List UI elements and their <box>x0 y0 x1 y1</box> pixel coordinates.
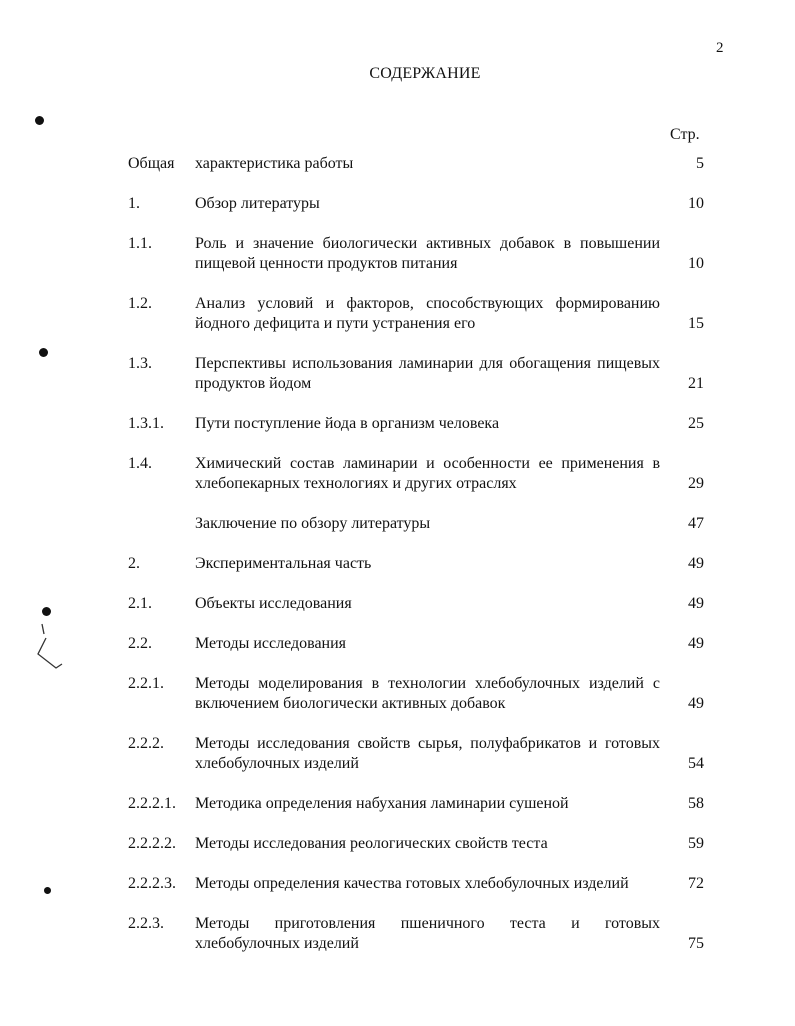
toc-entry-page: 10 <box>688 255 704 272</box>
toc-entry-title: Пути поступление йода в организм человека <box>195 415 500 432</box>
table-of-contents <box>128 154 704 954</box>
toc-entry <box>128 414 704 434</box>
toc-entry <box>128 834 704 854</box>
toc-entry-title: Перспективы использования ламинарии для обогащения пищевых продуктов йодом <box>195 355 660 392</box>
scan-mark <box>32 610 72 680</box>
toc-entry <box>128 154 704 174</box>
toc-entry-number: 1.3.1. <box>128 415 164 432</box>
toc-entry-page: 15 <box>688 315 704 332</box>
toc-entry-page: 49 <box>688 635 704 652</box>
toc-entry-title: Экспериментальная часть <box>195 555 372 572</box>
toc-entry-page: 54 <box>688 755 704 772</box>
toc-entry-page: 49 <box>688 695 704 712</box>
toc-entry-number: 2.2.2. <box>128 735 164 752</box>
toc-entry-page: 72 <box>688 875 704 892</box>
toc-entry-page: 21 <box>688 375 704 392</box>
toc-entry <box>128 634 704 654</box>
toc-entry <box>128 874 704 894</box>
toc-entry-page: 59 <box>688 835 704 852</box>
toc-entry <box>128 674 704 714</box>
toc-entry-title: Анализ условий и факторов, способствующих формированию йодного дефицита и пути устранения его <box>195 295 660 332</box>
toc-entry-title: Обзор литературы <box>195 195 320 212</box>
toc-entry-page: 75 <box>688 935 704 952</box>
toc-entry-title: Роль и значение биологически активных добавок в повышении пищевой ценности продуктов питания <box>195 235 660 272</box>
toc-entry <box>128 594 704 614</box>
toc-entry-title: Методы определения качества готовых хлебобулочных изделий <box>195 875 629 892</box>
page-number: 2 <box>716 40 724 56</box>
toc-entry-page: 29 <box>688 475 704 492</box>
toc-entry-number: 2.2.3. <box>128 915 164 932</box>
scan-dot <box>39 348 48 357</box>
toc-entry-title: Методика определения набухания ламинарии сушеной <box>195 795 569 812</box>
toc-entry-number: 1.1. <box>128 235 152 252</box>
toc-entry <box>128 454 704 494</box>
toc-entry-number: 2.2.2.3. <box>128 875 176 892</box>
toc-entry-title: Методы приготовления пшеничного теста и готовых хлебобулочных изделий <box>195 915 660 952</box>
toc-entry-title: Методы исследования реологических свойств теста <box>195 835 548 852</box>
toc-entry-title: Химический состав ламинарии и особенности ее применения в хлебопекарных технологиях и других отраслях <box>195 455 660 492</box>
toc-entry-number: 2.2. <box>128 635 152 652</box>
toc-entry-page: 58 <box>688 795 704 812</box>
toc-entry <box>128 294 704 334</box>
toc-entry-page: 25 <box>688 415 704 432</box>
toc-entry-number: 2.2.2.1. <box>128 795 176 812</box>
scan-dot <box>35 116 44 125</box>
scan-dot <box>44 887 51 894</box>
page-column-label: Стр. <box>670 126 700 143</box>
toc-entry-number: 2. <box>128 555 140 572</box>
toc-entry-page: 49 <box>688 595 704 612</box>
toc-entry-page: 47 <box>688 515 704 532</box>
toc-entry-number: 2.2.1. <box>128 675 164 692</box>
toc-entry <box>128 914 704 954</box>
toc-entry-title: Методы исследования <box>195 635 347 652</box>
page-title: СОДЕРЖАНИЕ <box>369 65 481 82</box>
toc-entry-page: 10 <box>688 195 704 212</box>
toc-entry-number: 2.1. <box>128 595 152 612</box>
toc-entry-title: Заключение по обзору литературы <box>195 515 431 532</box>
toc-entry-number: Общая <box>128 155 175 172</box>
toc-entry-title: Объекты исследования <box>195 595 352 612</box>
toc-entry-number: 1. <box>128 195 140 212</box>
toc-entry <box>128 194 704 214</box>
toc-entry <box>128 554 704 574</box>
toc-entry-title: характеристика работы <box>195 155 354 172</box>
toc-entry-number: 2.2.2.2. <box>128 835 176 852</box>
toc-entry-number: 1.4. <box>128 455 152 472</box>
toc-entry <box>128 354 704 394</box>
toc-entry <box>128 234 704 274</box>
toc-entry-number: 1.2. <box>128 295 152 312</box>
toc-entry-page: 5 <box>696 155 704 172</box>
toc-entry <box>128 794 704 814</box>
toc-entry-title: Методы исследования свойств сырья, полуфабрикатов и готовых хлебобулочных изделий <box>195 735 660 772</box>
toc-entry-page: 49 <box>688 555 704 572</box>
toc-entry <box>128 734 704 774</box>
toc-entry-number: 1.3. <box>128 355 152 372</box>
toc-entry <box>128 514 704 534</box>
toc-entry-title: Методы моделирования в технологии хлебобулочных изделий с включением биологически активных добавок <box>195 675 660 712</box>
